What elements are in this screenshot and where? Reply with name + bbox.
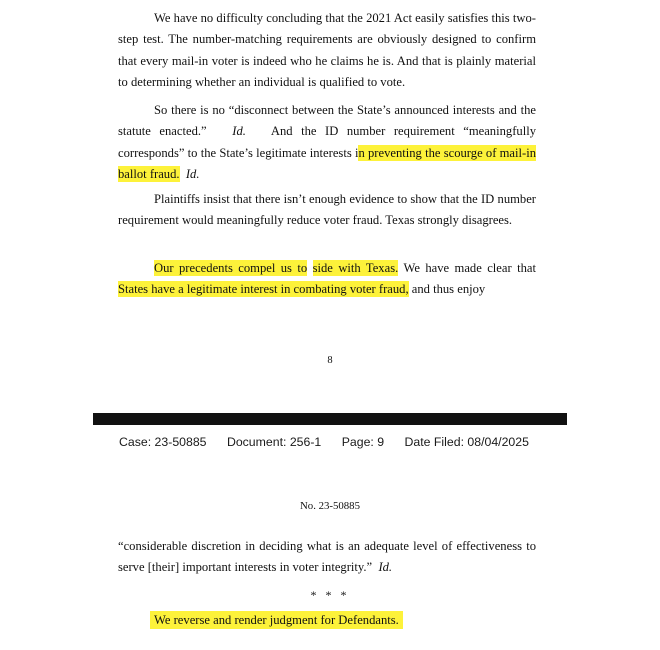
- paragraph-two-step-test: We have no difficulty concluding that the 2021 Act easily satisfies this two-step test. The number-matching requirements are obviously designed to confirm that every mail-in voter is indeed who he claims he is. And that is plainly material to determining whether an individual is qualified to vote.: [118, 11, 536, 89]
- paragraph-considerable-discretion: “considerable discretion in deciding what is an adequate level of effectiveness to serve [their] important interests in voter integrity.” Id.: [118, 539, 536, 575]
- highlight-side-with-texas: side with Texas.: [312, 261, 399, 275]
- highlight-legitimate-interest: States have a legitimate interest in combating voter fraud,: [118, 282, 409, 297]
- document-number: Document: 256-1: [226, 435, 322, 449]
- page-number: 8: [327, 355, 333, 366]
- highlight-preventing-fraud: n preventing the scourge of mail-in ballot fraud.: [118, 145, 536, 181]
- id-citation: Id.: [232, 124, 246, 139]
- highlight-precedents: Our precedents compel us to: [154, 261, 308, 275]
- section-break: * * *: [310, 588, 350, 602]
- id-citation: Id.: [185, 166, 200, 181]
- filing-header: [119, 435, 539, 449]
- judgment-line: [150, 610, 403, 631]
- paragraph-plaintiffs-insist: Plaintiffs insist that there isn’t enough evidence to show that the ID number requirement would meaningfully reduce voter fraud. Texas strongly disagrees.: [118, 192, 536, 228]
- case-number: Case: 23-50885: [119, 435, 207, 449]
- date-filed: Date Filed: 08/04/2025: [404, 435, 529, 449]
- page-divider: [93, 413, 567, 425]
- paragraph-disconnect: So there is no “disconnect between the State’s announced interests and the statute enacted.” Id. And the ID number requirement “meaningfully corresponds” to the State’s legitimate interests in preventing the scourge of mail-in ballot fraud. Id.: [118, 103, 536, 181]
- page-indicator: Page: 9: [341, 435, 385, 449]
- id-citation: Id.: [378, 560, 393, 575]
- paragraph-precedents: Our precedents compel us to side with Texas. We have made clear that States have a legitimate interest in combating voter fraud, and thus enjoy: [118, 261, 536, 297]
- highlight-judgment: We reverse and render judgment for Defendants.: [150, 611, 403, 629]
- docket-number: No. 23-50885: [300, 500, 360, 512]
